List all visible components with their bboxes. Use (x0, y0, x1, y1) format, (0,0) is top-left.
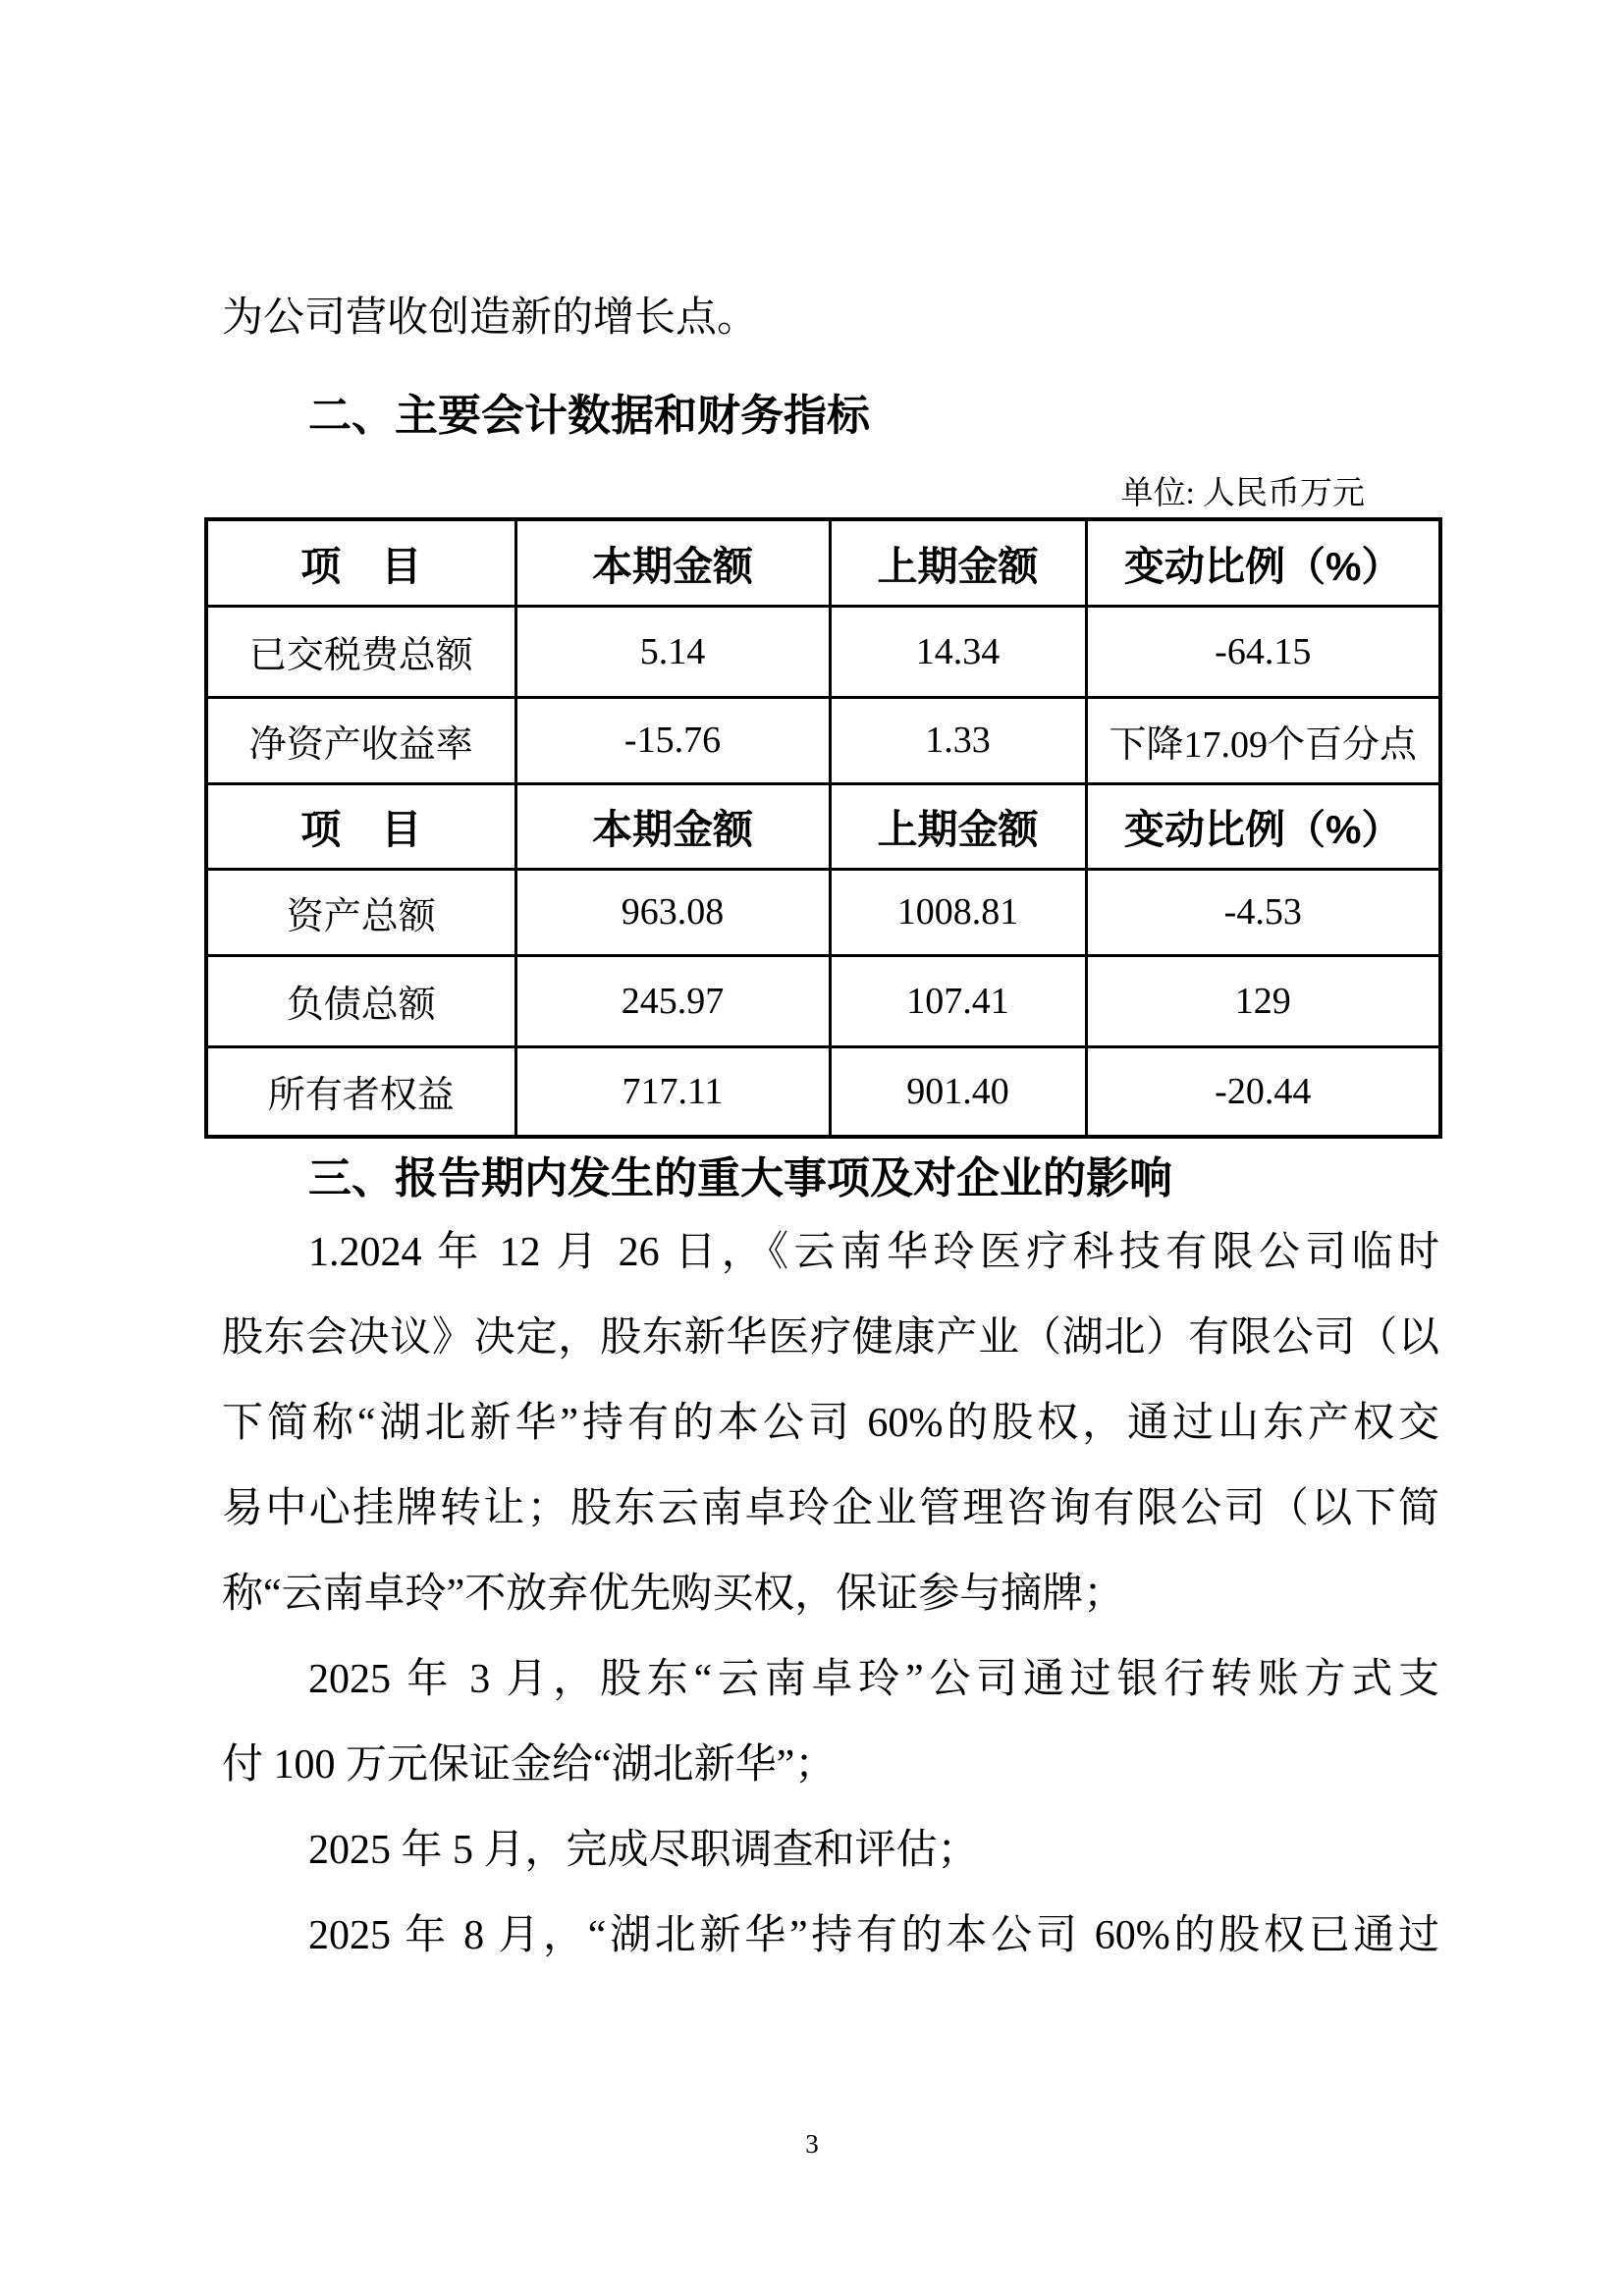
cell-label: 净资产收益率 (206, 697, 515, 783)
table-row (206, 1046, 1440, 1137)
page-number: 3 (805, 2129, 819, 2159)
header-cell-prior: 上期金额 (830, 783, 1086, 869)
paragraph-line: 易中心挂牌转让；股东云南卓玲企业管理咨询有限公司（以下简 (222, 1486, 1439, 1531)
section3-heading: 三、报告期内发生的重大事项及对企业的影响 (308, 1154, 1172, 1202)
cell-value: -15.76 (515, 697, 830, 783)
cell-value: 1008.81 (830, 869, 1086, 955)
cell-value: 1.33 (830, 697, 1086, 783)
paragraph-line: 2025 年 8 月，“湖北新华”持有的本公司 60%的股权已通过 (308, 1913, 1439, 1958)
cell-label: 已交税费总额 (206, 606, 515, 697)
cell-value: -4.53 (1086, 869, 1440, 955)
unit-note: 单位: 人民币万元 (1120, 476, 1365, 511)
table-header-row (206, 519, 1440, 606)
cell-value: 5.14 (515, 606, 830, 697)
cell-value: 963.08 (515, 869, 830, 955)
cell-value: 129 (1086, 955, 1440, 1046)
header-cell-item: 项 目 (206, 519, 515, 606)
paragraph-line: 下简称“湖北新华”持有的本公司 60%的股权，通过山东产权交 (222, 1401, 1439, 1446)
cell-value: 14.34 (830, 606, 1086, 697)
paragraph-4 (222, 1894, 1439, 1979)
paragraph-line: 称“云南卓玲”不放弃优先购买权，保证参与摘牌； (222, 1572, 1125, 1617)
cell-value: -64.15 (1086, 606, 1440, 697)
cell-value: -20.44 (1086, 1046, 1440, 1137)
table-row (206, 697, 1440, 783)
cell-label: 所有者权益 (206, 1046, 515, 1137)
section2-heading: 二、主要会计数据和财务指标 (308, 392, 870, 440)
paragraph-2 (222, 1637, 1439, 1808)
cell-value: 107.41 (830, 955, 1086, 1046)
cell-label: 资产总额 (206, 869, 515, 955)
header-cell-change: 变动比例（%） (1086, 519, 1440, 606)
cell-value: 901.40 (830, 1046, 1086, 1137)
paragraph-1 (222, 1210, 1439, 1637)
table-row (206, 869, 1440, 955)
paragraph-3 (222, 1808, 1439, 1894)
paragraph-line: 2025 年 3 月，股东“云南卓玲”公司通过银行转账方式支 (308, 1657, 1439, 1702)
page-content (222, 0, 1439, 1979)
table-row (206, 606, 1440, 697)
paragraph-line: 付 100 万元保证金给“湖北新华”； (222, 1742, 837, 1788)
financial-indicators-table (204, 517, 1442, 1139)
cell-label: 负债总额 (206, 955, 515, 1046)
cell-value: 717.11 (515, 1046, 830, 1137)
header-cell-change: 变动比例（%） (1086, 783, 1440, 869)
paragraph-line: 股东会决议》决定，股东新华医疗健康产业（湖北）有限公司（以 (222, 1315, 1439, 1361)
cell-value: 245.97 (515, 955, 830, 1046)
header-cell-current: 本期金额 (515, 519, 830, 606)
table-row (206, 955, 1440, 1046)
header-cell-prior: 上期金额 (830, 519, 1086, 606)
paragraph-line: 2025 年 5 月，完成尽职调查和评估； (308, 1828, 979, 1873)
table-header-row (206, 783, 1440, 869)
intro-line: 为公司营收创造新的增长点。 (222, 295, 759, 341)
header-cell-current: 本期金额 (515, 783, 830, 869)
paragraph-line: 1.2024 年 12 月 26 日，《云南华玲医疗科技有限公司临时 (308, 1230, 1439, 1275)
header-cell-item: 项 目 (206, 783, 515, 869)
cell-value: 下降17.09个百分点 (1086, 697, 1440, 783)
